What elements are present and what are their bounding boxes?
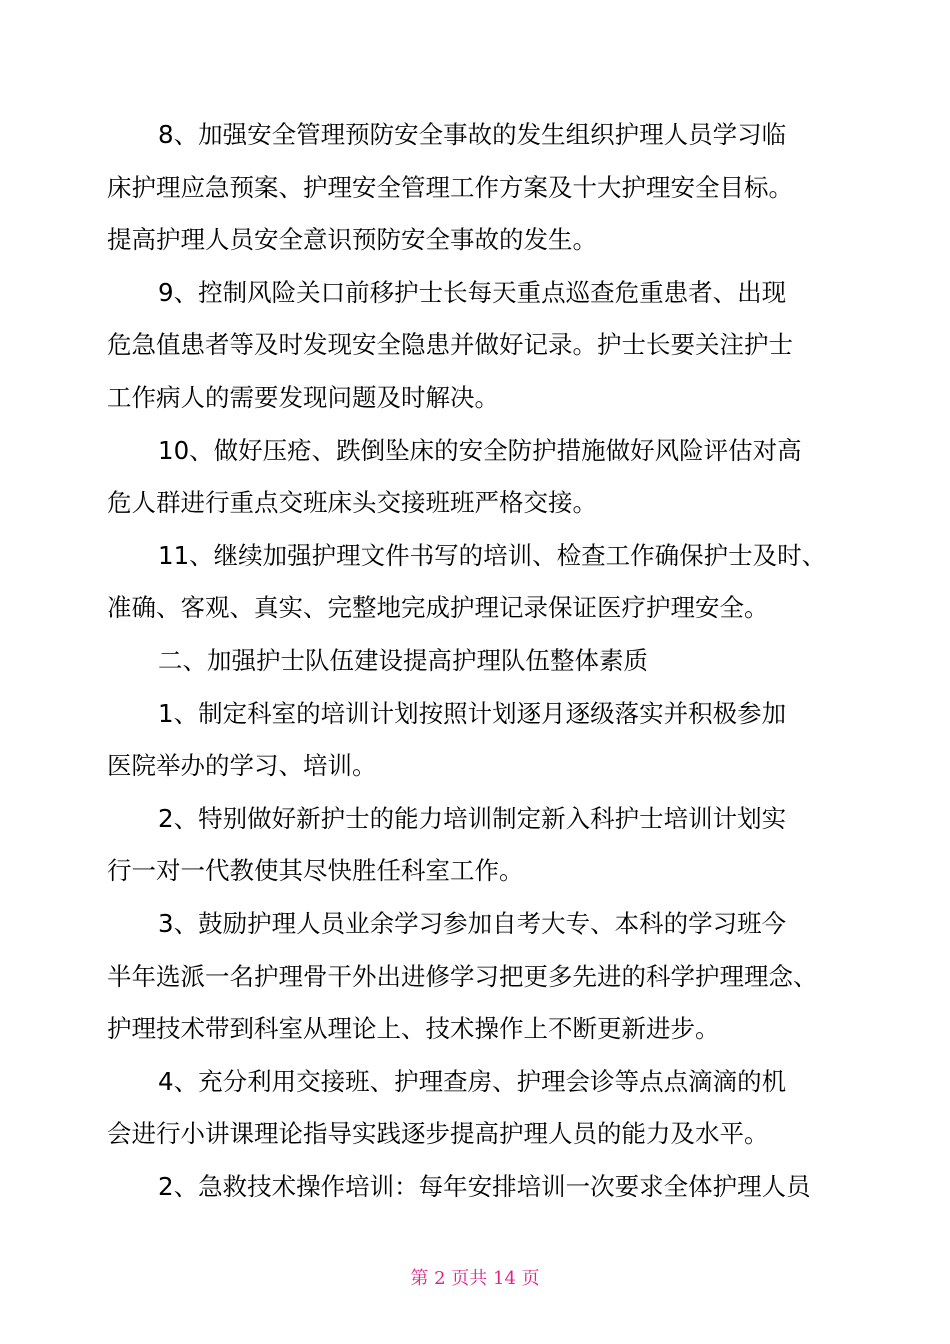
body-line: 危人群进行重点交班床头交接班班严格交接。 bbox=[107, 488, 597, 518]
body-line: 医院举办的学习、培训。 bbox=[107, 751, 377, 781]
body-line: 10、做好压疮、跌倒坠床的安全防护措施做好风险评估对高 bbox=[158, 435, 802, 465]
body-line: 床护理应急预案、护理安全管理工作方案及十大护理安全目标。 bbox=[107, 172, 793, 202]
body-line: 半年选派一名护理骨干外出进修学习把更多先进的科学护理理念、 bbox=[107, 961, 818, 991]
body-line: 11、继续加强护理文件书写的培训、检查工作确保护士及时、 bbox=[158, 540, 827, 570]
body-line: 护理技术带到科室从理论上、技术操作上不断更新进步。 bbox=[107, 1014, 720, 1044]
body-line: 会进行小讲课理论指导实践逐步提高护理人员的能力及水平。 bbox=[107, 1119, 769, 1149]
body-line: 3、鼓励护理人员业余学习参加自考大专、本科的学习班今 bbox=[158, 908, 787, 938]
body-line: 8、加强安全管理预防安全事故的发生组织护理人员学习临 bbox=[158, 120, 787, 149]
section-heading: 二、加强护士队伍建设提高护理队伍整体素质 bbox=[158, 645, 648, 675]
page-number-footer: 第 2 页共 14 页 bbox=[410, 1268, 540, 1289]
body-line: 工作病人的需要发现问题及时解决。 bbox=[107, 382, 499, 412]
body-line: 行一对一代教使其尽快胜任科室工作。 bbox=[107, 856, 524, 886]
document-body bbox=[107, 109, 847, 1213]
body-line: 准确、客观、真实、完整地完成护理记录保证医疗护理安全。 bbox=[107, 593, 769, 623]
body-line: 1、制定科室的培训计划按照计划逐月逐级落实并积极参加 bbox=[158, 698, 787, 728]
body-line: 2、急救技术操作培训：每年安排培训一次要求全体护理人员 bbox=[158, 1171, 811, 1201]
body-line: 2、特别做好新护士的能力培训制定新入科护士培训计划实 bbox=[158, 803, 787, 833]
body-line: 危急值患者等及时发现安全隐患并做好记录。护士长要关注护士 bbox=[107, 330, 793, 360]
body-line: 提高护理人员安全意识预防安全事故的发生。 bbox=[107, 225, 597, 255]
body-line: 4、充分利用交接班、护理查房、护理会诊等点点滴滴的机 bbox=[158, 1066, 787, 1096]
body-line: 9、控制风险关口前移护士长每天重点巡查危重患者、出现 bbox=[158, 277, 787, 307]
